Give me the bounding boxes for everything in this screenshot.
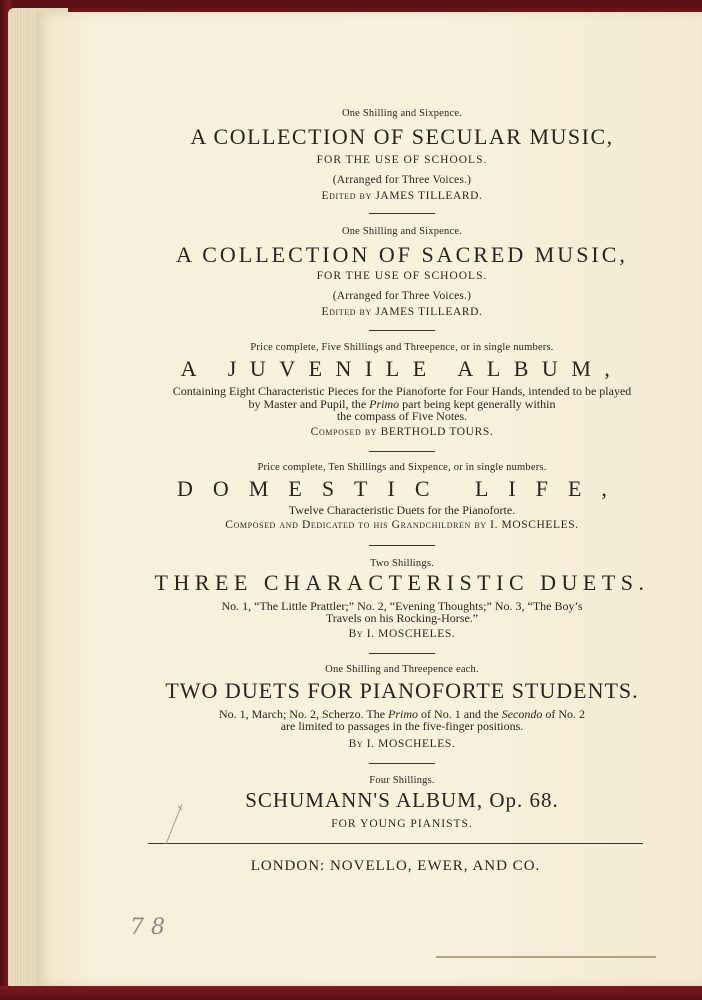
- description: Containing Eight Characteristic Pieces for the Pianoforte for Four Hands, intended to be played: [172, 384, 632, 398]
- description: the compass of Five Notes.: [336, 409, 468, 423]
- price-line: Price complete, Ten Shillings and Sixpence, or in single numbers.: [257, 462, 547, 473]
- description: are limited to passages in the five-finger positions.: [280, 719, 524, 733]
- description: by Master and Pupil, the Primo part being kept generally within: [248, 397, 556, 411]
- price-line: Four Shillings.: [369, 775, 435, 786]
- divider: [369, 330, 435, 331]
- divider: [369, 545, 435, 546]
- description: No. 1, March; No. 2, Scherzo. The Primo of No. 1 and the Secondo of No. 2: [218, 707, 586, 721]
- credit: Edited by JAMES TILLEARD.: [321, 190, 483, 202]
- book-cover-bottom: [0, 986, 702, 1000]
- subtitle: Twelve Characteristic Duets for the Pianoforte.: [288, 503, 516, 517]
- price-line: One Shilling and Sixpence.: [341, 108, 463, 119]
- footer-divider: [148, 843, 643, 844]
- title: A COLLECTION OF SECULAR MUSIC,: [190, 124, 614, 149]
- book-cover-top: [0, 0, 702, 8]
- price-line: Price complete, Five Shillings and Threepence, or in single numbers.: [250, 342, 554, 353]
- title: A COLLECTION OF SACRED MUSIC,: [176, 242, 628, 267]
- price-line: Two Shillings.: [370, 558, 434, 569]
- title: TWO DUETS FOR PIANOFORTE STUDENTS.: [165, 678, 639, 703]
- credit: By I. MOSCHELES.: [348, 628, 456, 640]
- title: THREE CHARACTERISTIC DUETS.: [154, 570, 650, 595]
- title: A JUVENILE ALBUM,: [180, 356, 624, 381]
- credit: Composed and Dedicated to his Grandchildren by I. MOSCHELES.: [225, 519, 579, 531]
- title: SCHUMANN'S ALBUM, Op. 68.: [245, 788, 559, 812]
- description: Travels on his Rocking-Horse.”: [325, 611, 479, 625]
- pencil-stroke: [160, 800, 190, 850]
- divider: [369, 763, 435, 764]
- note: (Arranged for Three Voices.): [332, 290, 472, 302]
- note: (Arranged for Three Voices.): [332, 174, 472, 186]
- price-line: One Shilling and Threepence each.: [325, 664, 479, 675]
- pencil-annotation: 7 8: [130, 915, 165, 940]
- credit: Composed by BERTHOLD TOURS.: [310, 426, 494, 438]
- divider: [369, 451, 435, 452]
- page-edge-mark: [436, 956, 656, 958]
- subtitle: FOR THE USE OF SCHOOLS.: [316, 154, 488, 166]
- divider: [369, 653, 435, 654]
- credit: Edited by JAMES TILLEARD.: [321, 306, 483, 318]
- subtitle: FOR YOUNG PIANISTS.: [331, 818, 473, 830]
- credit: By I. MOSCHELES.: [348, 738, 456, 750]
- divider: [369, 213, 435, 214]
- subtitle: FOR THE USE OF SCHOOLS.: [316, 270, 488, 282]
- description: No. 1, “The Little Prattler;” No. 2, “Evening Thoughts;” No. 3, “The Boy’s: [221, 599, 583, 613]
- title: DOMESTIC LIFE,: [177, 476, 627, 501]
- price-line: One Shilling and Sixpence.: [341, 226, 463, 237]
- publisher-imprint: LONDON: NOVELLO, EWER, AND CO.: [250, 858, 541, 874]
